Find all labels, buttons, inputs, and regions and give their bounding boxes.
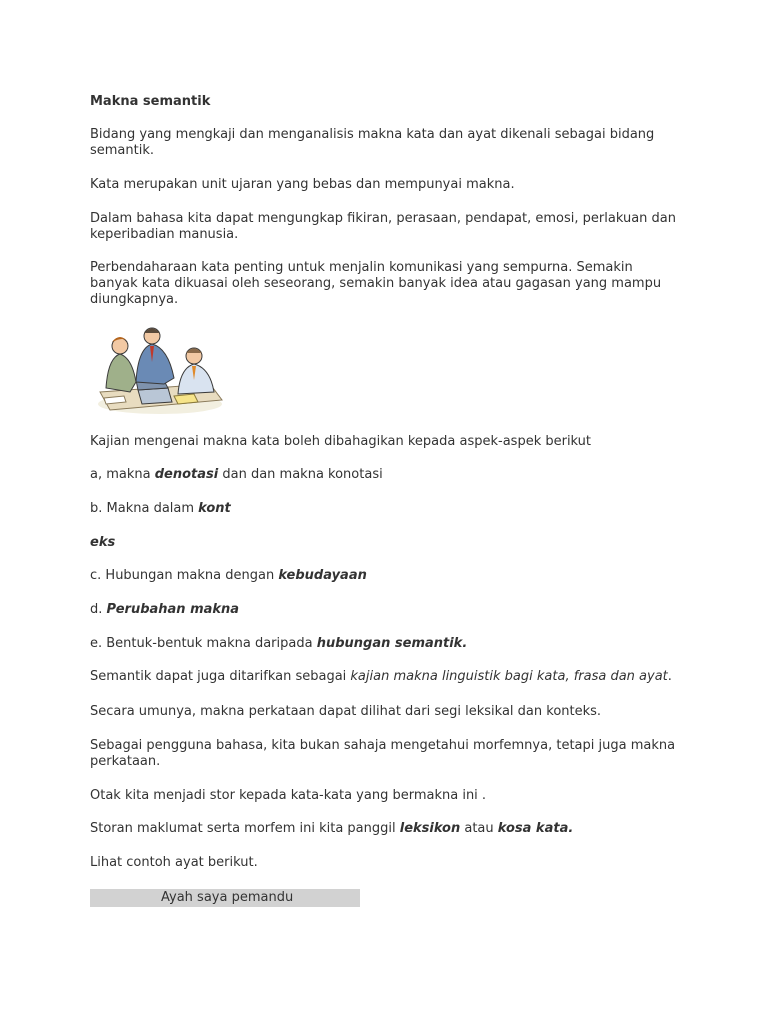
- aspect-a-suffix: dan dan makna konotasi: [218, 467, 383, 482]
- paragraph-morpheme: Sebagai pengguna bahasa, kita bukan sahaja mengetahui morfemnya, tetapi juga makna perkataan.: [90, 738, 676, 769]
- aspect-d: [90, 602, 239, 618]
- aspect-a-prefix: a, makna: [90, 467, 155, 482]
- aspect-e: [90, 636, 467, 652]
- aspect-c: [90, 568, 367, 584]
- aspect-c-term: kebudayaan: [278, 568, 367, 583]
- example-sentence: Ayah saya pemandu: [161, 890, 294, 905]
- lexicon-middle: atau: [460, 821, 498, 836]
- lexicon-prefix: Storan maklumat serta morfem ini kita panggil: [90, 821, 400, 836]
- aspect-b-term: kont: [198, 501, 231, 516]
- definition-prefix: Semantik dapat juga ditarifkan sebagai: [90, 669, 351, 684]
- semantic-definition: [90, 669, 672, 685]
- aspect-a: [90, 467, 383, 483]
- paragraph-2: Kata merupakan unit ujaran yang bebas dan mempunyai makna.: [90, 177, 515, 192]
- aspect-e-term: hubungan semantik.: [316, 636, 468, 651]
- vocabulary-term: kosa kata.: [497, 821, 574, 836]
- aspect-c-prefix: c. Hubungan makna dengan: [90, 568, 279, 583]
- aspect-d-prefix: d.: [90, 602, 107, 617]
- aspect-d-term: Perubahan makna: [106, 602, 240, 617]
- definition-suffix: .: [667, 669, 672, 684]
- definition-term: kajian makna linguistik bagi kata, frasa dan ayat: [350, 669, 668, 684]
- aspect-e-prefix: e. Bentuk-bentuk makna daripada: [90, 636, 317, 651]
- business-team-clipart-icon: [90, 322, 228, 417]
- aspect-a-term: denotasi: [154, 467, 219, 482]
- paragraph-1: Bidang yang mengkaji dan menganalisis makna kata dan ayat dikenali sebagai bidang semantik.: [90, 127, 655, 158]
- aspect-b: [90, 501, 231, 517]
- document-heading: Makna semantik: [90, 94, 211, 109]
- aspect-b-prefix: b. Makna dalam: [90, 501, 199, 516]
- paragraph-brain: Otak kita menjadi stor kepada kata-kata yang bermakna ini .: [90, 788, 487, 803]
- paragraph-3: Dalam bahasa kita dapat mengungkap fikiran, perasaan, pendapat, emosi, perlakuan dan keperibadian manusia.: [90, 211, 676, 242]
- paragraph-lexical: Secara umunya, makna perkataan dapat dilihat dari segi leksikal dan konteks.: [90, 704, 602, 719]
- example-intro: Lihat contoh ayat berikut.: [90, 855, 258, 870]
- example-sentence-box: [90, 889, 360, 907]
- paragraph-lexicon: [90, 821, 573, 837]
- lexicon-term: leksikon: [399, 821, 461, 836]
- aspects-intro: Kajian mengenai makna kata boleh dibahagikan kepada aspek-aspek berikut: [90, 434, 592, 449]
- paragraph-4: Perbendaharaan kata penting untuk menjalin komunikasi yang sempurna. Semakin banyak kata dikuasai oleh seseorang, semakin banyak idea atau gagasan yang mampu diungkapnya.: [90, 260, 662, 307]
- aspect-b-continued: eks: [90, 535, 116, 550]
